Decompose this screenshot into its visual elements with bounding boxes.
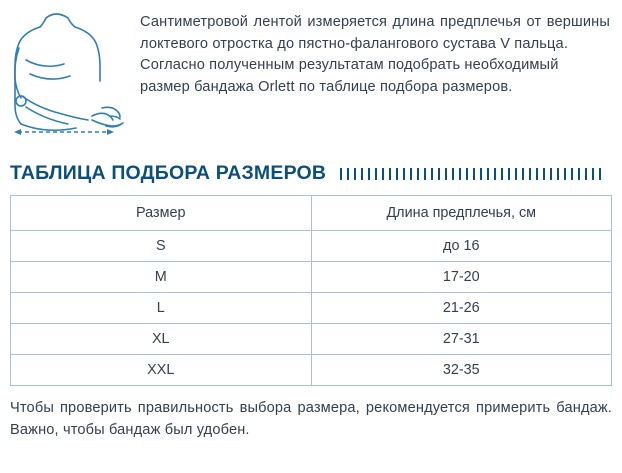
cell-size: XL	[11, 324, 312, 355]
forearm-measurement-icon	[6, 8, 134, 148]
table-row	[11, 324, 612, 355]
table-header-row	[11, 196, 612, 231]
cell-size: XXL	[11, 355, 312, 386]
cell-length: 32-35	[311, 355, 612, 386]
cell-length: до 16	[311, 231, 612, 262]
section-heading: ТАБЛИЦА ПОДБОРА РАЗМЕРОВ	[10, 162, 327, 184]
section-heading-row	[0, 148, 622, 185]
cell-length: 17-20	[311, 262, 612, 293]
cell-length: 27-31	[311, 324, 612, 355]
cell-length: 21-26	[311, 293, 612, 324]
table-row	[11, 231, 612, 262]
footer-paragraph-1: Чтобы проверить правильность выбора размера, рекомендуется примерить бандаж. Важно, чтобы бандаж был удобен.	[10, 400, 612, 438]
intro-paragraph-1: Сантиметровой лентой измеряется длина предплечья от вершины локтевого отростка до пястно-фалангового сустава V пальца.	[140, 14, 610, 52]
cell-size: L	[11, 293, 312, 324]
footer-note	[0, 386, 622, 441]
table-header-length: Длина предплечья, см	[311, 196, 612, 231]
cell-size: M	[11, 262, 312, 293]
table-row	[11, 293, 612, 324]
forearm-measurement-diagram	[6, 8, 134, 148]
table-header-size: Размер	[11, 196, 312, 231]
heading-dashed-rule	[340, 168, 606, 180]
intro-section	[0, 0, 622, 148]
table-row	[11, 262, 612, 293]
cell-size: S	[11, 231, 312, 262]
size-table	[10, 195, 612, 386]
table-row	[11, 355, 612, 386]
intro-text	[134, 8, 610, 98]
size-table-wrap	[0, 185, 622, 386]
intro-paragraph-2: Согласно полученным результатам подобрать необходимый размер бандажа Orlett по таблице подбора размеров.	[140, 57, 559, 95]
